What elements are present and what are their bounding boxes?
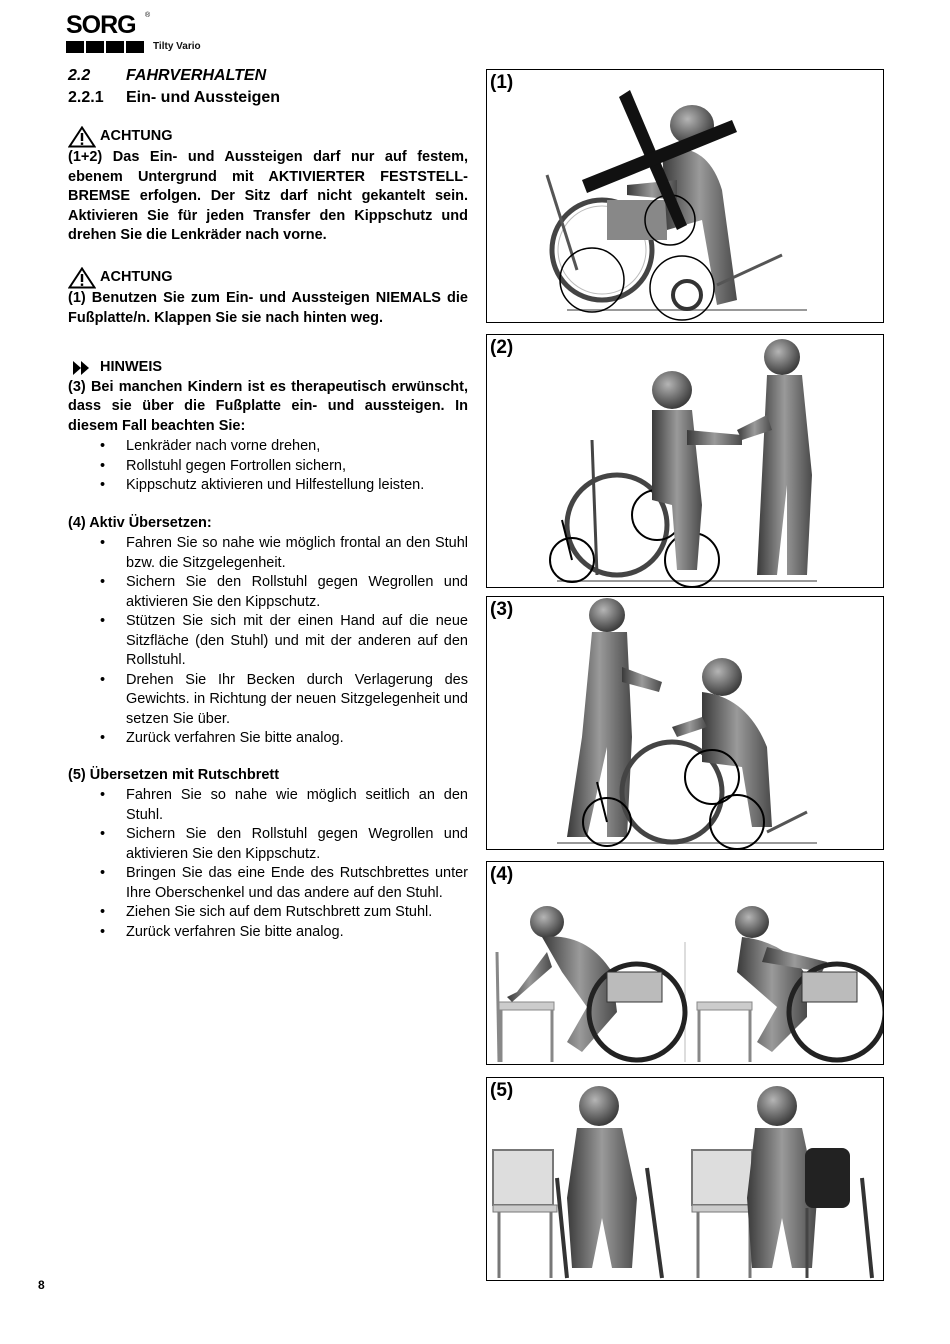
list-item: • Drehen Sie Ihr Becken durch Verlagerung des Gewichts. in Richtung der neuen Sitzgelegenheit und setzen Sie über. xyxy=(68,671,468,730)
list-item: • Sichern Sie den Rollstuhl gegen Wegrollen und aktivieren Sie den Kippschutz. xyxy=(68,825,468,864)
active-transfer-title: (4) Aktiv Übersetzen: xyxy=(68,515,212,531)
figure-5 xyxy=(486,1077,884,1281)
list-item: • Fahren Sie so nahe wie möglich seitlich an den Stuhl. xyxy=(68,786,468,825)
hint-block xyxy=(68,358,468,436)
sliding-board-title: (5) Übersetzen mit Rutschbrett xyxy=(68,767,280,783)
list-item: • Rollstuhl gegen Fortrollen sichern, xyxy=(68,457,468,477)
page-number: 8 xyxy=(38,1278,45,1292)
subsection-title: Ein- und Aussteigen xyxy=(126,89,281,106)
section-heading xyxy=(68,66,266,86)
figure-label: (3) xyxy=(490,599,514,620)
logo-text: SORG xyxy=(66,11,136,39)
double-arrow-icon xyxy=(68,359,96,377)
active-transfer-list xyxy=(68,534,468,749)
list-item: • Zurück verfahren Sie bitte analog. xyxy=(68,729,468,749)
figure-2 xyxy=(486,334,884,588)
logo-bars xyxy=(66,41,144,53)
figure-1 xyxy=(486,69,884,323)
section-number: 2.2 xyxy=(68,67,91,84)
transfer-illustration-1 xyxy=(487,70,884,323)
list-item: • Ziehen Sie sich auf dem Rutschbrett zum Stuhl. xyxy=(68,903,468,923)
warning-title-2: ACHTUNG xyxy=(68,267,468,289)
subsection-heading xyxy=(68,88,280,108)
figure-label: (4) xyxy=(490,864,514,885)
list-item: • Lenkräder nach vorne drehen, xyxy=(68,437,468,457)
subsection-number: 2.2.1 xyxy=(68,89,104,106)
warning-triangle-icon xyxy=(68,267,96,289)
transfer-illustration-2 xyxy=(487,335,884,588)
warning-block-1 xyxy=(68,126,468,246)
list-item: • Zurück verfahren Sie bitte analog. xyxy=(68,923,468,943)
warning-triangle-icon xyxy=(68,126,96,148)
section-title: FAHRVERHALTEN xyxy=(126,67,267,84)
warning-block-2 xyxy=(68,267,468,328)
product-name: Tilty Vario xyxy=(153,41,201,52)
list-item: • Kippschutz aktivieren und Hilfestellung leisten. xyxy=(68,476,468,496)
transfer-illustration-3 xyxy=(487,597,884,850)
list-item: • Bringen Sie das eine Ende des Rutschbrettes unter Ihre Oberschenkel und das andere auf den Stuhl. xyxy=(68,864,468,903)
list-item: • Stützen Sie sich mit der einen Hand auf die neue Sitzfläche (den Stuhl) und mit der anderen auf den Rollstuhl. xyxy=(68,612,468,671)
figure-4 xyxy=(486,861,884,1065)
figure-label: (5) xyxy=(490,1080,514,1101)
figure-3 xyxy=(486,596,884,850)
list-item: • Fahren Sie so nahe wie möglich frontal an den Stuhl bzw. die Sitzgelegenheit. xyxy=(68,534,468,573)
transfer-illustration-5 xyxy=(487,1078,884,1281)
hint-list xyxy=(68,437,468,496)
list-item: • Sichern Sie den Rollstuhl gegen Wegrollen und aktivieren Sie den Kippschutz. xyxy=(68,573,468,612)
warning-text-1: (1+2) Das Ein- und Aussteigen darf nur auf festem, ebenem Untergrund mit AKTIVIERTER FESTSTELLBREMSE erfolgen. Der Sitz darf nicht gekantelt sein. Aktivieren Sie für jeden Transfer den Kippschutz und drehen Sie die Lenkräder nach vorne. xyxy=(68,149,468,243)
warning-title-1: ACHTUNG xyxy=(68,126,468,148)
warning-text-2: (1) Benutzen Sie zum Ein- und Aussteigen NIEMALS die Fußplatte/n. Klappen Sie sie nach hinten weg. xyxy=(68,290,468,326)
sliding-board-list xyxy=(68,786,468,942)
logo-registered-mark: ® xyxy=(145,12,151,19)
transfer-illustration-4 xyxy=(487,862,884,1065)
sorg-logo xyxy=(66,11,151,54)
figure-label: (1) xyxy=(490,72,514,93)
figure-label: (2) xyxy=(490,337,514,358)
hint-text: (3) Bei manchen Kindern ist es therapeutisch erwünscht, dass sie über die Fußplatte ein- und aussteigen. In diesem Fall beachten Sie: xyxy=(68,378,468,434)
hint-title: HINWEIS xyxy=(68,358,468,378)
